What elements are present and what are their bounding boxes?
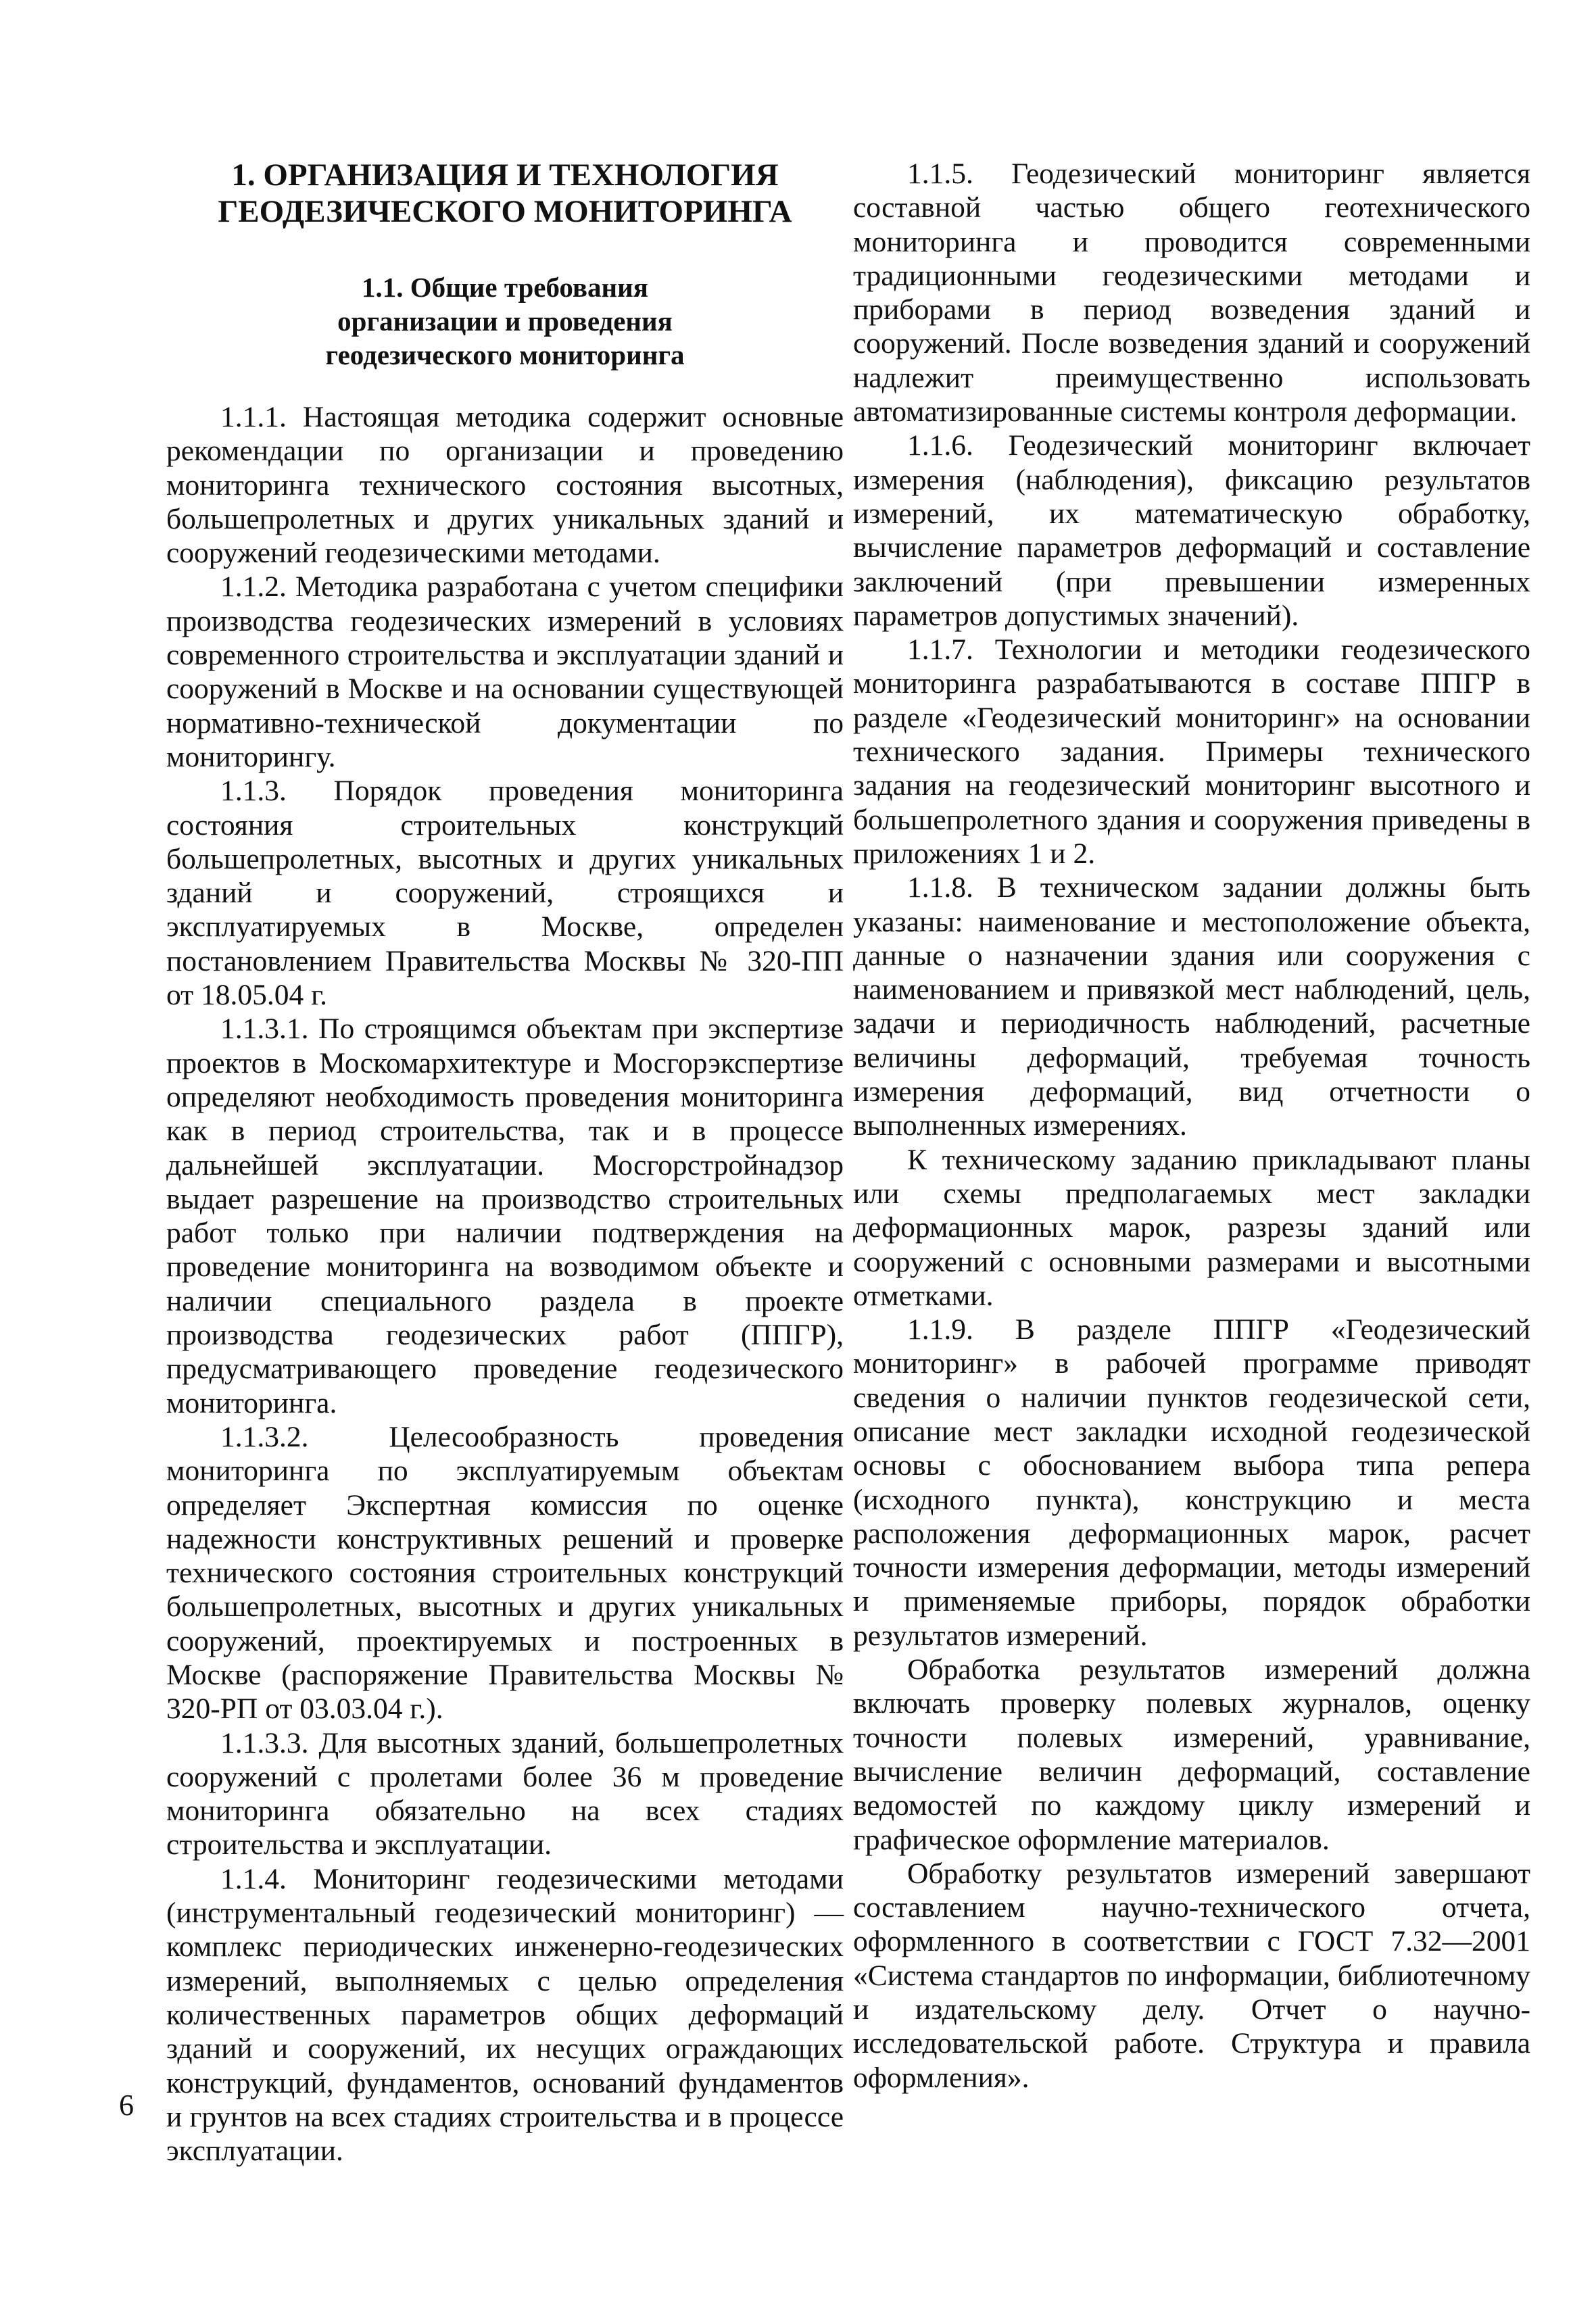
paragraph-1-1-2: 1.1.2. Методика разработана с учетом специфики производства геодезических измерений в условиях современного строительства и эксплуатации зданий и сооружений в Москве и на основании существующей нормативно-технической документации по мониторингу. [166, 570, 844, 773]
paragraph-processing: Обработка результатов измерений должна включать проверку полевых журналов, оценку точности полевых измерений, уравнивание, вычисление величин деформаций, составление ведомостей по каждому циклу измерений и графическое оформление материалов. [853, 1653, 1530, 1856]
paragraph-1-1-4: 1.1.4. Мониторинг геодезическими методами (инструментальный геодезический мониторинг) — комплекс периодических инженерно-геодезических измерений, выполняемых с целью определения количественных параметров общих деформаций зданий и сооружений, их несущих ограждающих конструкций, фундаментов, оснований фундаментов и грунтов на всех стадиях строительства и в процессе эксплуатации. [166, 1862, 844, 2168]
paragraph-1-1-3: 1.1.3. Порядок проведения мониторинга состояния строительных конструкций большепролетных, высотных и других уникальных зданий и сооружений, строящихся и эксплуатируемых в Москве, определен постановлением Правительства Москвы № 320-ПП от 18.05.04 г. [166, 775, 844, 1012]
paragraph-1-1-9: 1.1.9. В разделе ППГР «Геодезический мониторинг» в рабочей программе приводят сведения о наличии пунктов геодезической сети, описание мест закладки исходной геодезической основы с обоснованием выбора типа репера (исходного пункта), конструкцию и места расположения деформационных марок, расчет точности измерения деформации, методы измерений и применяемые приборы, порядок обработки результатов измерений. [853, 1313, 1530, 1652]
section-title-line: ГЕОДЕЗИЧЕСКОГО МОНИТОРИНГА [218, 194, 792, 229]
subsection-title [166, 270, 844, 372]
section-title-line: 1. ОРГАНИЗАЦИЯ И ТЕХНОЛОГИЯ [231, 157, 779, 193]
right-column [853, 157, 1530, 2095]
subsection-title-line: геодезического мониторинга [325, 339, 685, 370]
left-column [166, 157, 844, 2168]
paragraph-1-1-3-2: 1.1.3.2. Целесообразность проведения мониторинга по эксплуатируемым объектам определяет Экспертная комиссия по оценке надежности конструктивных решений и проверке технического состояния строительных конструкций большепролетных, высотных и других уникальных сооружений, проектируемых и построенных в Москве (распоряжение Правительства Москвы № 320-РП от 03.03.04 г.). [166, 1420, 844, 1726]
section-title [166, 157, 844, 230]
paragraph-1-1-7: 1.1.7. Технологии и методики геодезического мониторинга разрабатываются в составе ППГР в разделе «Геодезический мониторинг» на основании технического задания. Примеры технического задания на геодезический мониторинг высотного и большепролетного здания и сооружения приведены в приложениях 1 и 2. [853, 633, 1530, 870]
paragraph-1-1-3-1: 1.1.3.1. По строящимся объектам при экспертизе проектов в Москомархитектуре и Мосгорэкспертизе определяют необходимость проведения мониторинга как в период строительства, так и в процессе дальнейшей эксплуатации. Мосгорстройнадзор выдает разрешение на производство строительных работ только при наличии подтверждения на проведение мониторинга на возводимом объекте и наличии специального раздела в проекте производства геодезических работ (ППГР), предусматривающего проведение геодезического мониторинга. [166, 1013, 844, 1419]
paragraph-1-1-8: 1.1.8. В техническом задании должны быть указаны: наименование и местоположение объекта, данные о назначении здания или сооружения с наименованием и привязкой мест наблюдений, цель, задачи и периодичность наблюдений, расчетные величины деформаций, требуемая точность измерения деформаций, вид отчетности о выполненных измерениях. [853, 871, 1530, 1142]
page-number: 6 [119, 2089, 134, 2122]
paragraph-1-1-1: 1.1.1. Настоящая методика содержит основные рекомендации по организации и проведению мониторинга технического состояния высотных, большепролетных и других уникальных зданий и сооружений геодезическими методами. [166, 401, 844, 570]
paragraph-report: Обработку результатов измерений завершают составлением научно-технического отчета, оформленного в соответствии с ГОСТ 7.32—2001 «Система стандартов по информации, библиотечному и издательскому делу. Отчет о научно-исследовательской работе. Структура и правила оформления». [853, 1857, 1530, 2094]
subsection-title-line: организации и проведения [337, 306, 673, 337]
subsection-title-line: 1.1. Общие требования [362, 272, 648, 303]
paragraph-1-1-5: 1.1.5. Геодезический мониторинг является составной частью общего геотехнического мониторинга и проводится современными традиционными геодезическими методами и приборами в период возведения зданий и сооружений. После возведения зданий и сооружений надлежит преимущественно использовать автоматизированные системы контроля деформации. [853, 157, 1530, 429]
paragraph-1-1-3-3: 1.1.3.3. Для высотных зданий, большепролетных сооружений с пролетами более 36 м проведение мониторинга обязательно на всех стадиях строительства и эксплуатации. [166, 1726, 844, 1861]
paragraph-attachments: К техническому заданию прикладывают планы или схемы предполагаемых мест закладки деформационных марок, разрезы зданий или сооружений с основными размерами и высотными отметками. [853, 1143, 1530, 1312]
paragraph-1-1-6: 1.1.6. Геодезический мониторинг включает измерения (наблюдения), фиксацию результатов измерений, их математическую обработку, вычисление параметров деформаций и составление заключений (при превышении измеренных параметров допустимых значений). [853, 429, 1530, 632]
